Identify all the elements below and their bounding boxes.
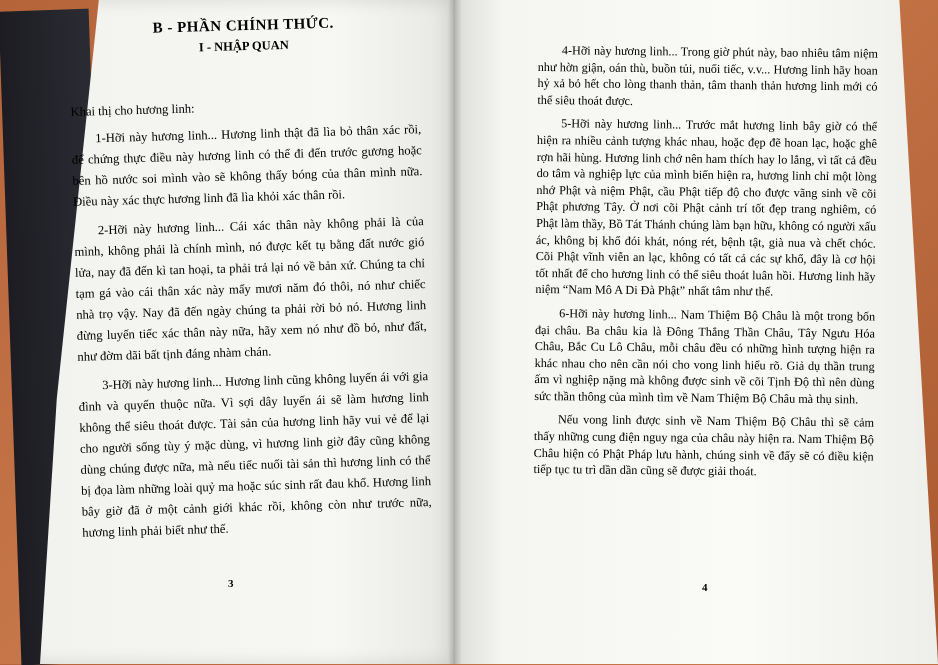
paragraph-2: 2-Hỡi này hương linh... Cái xác thân này không phải là của mình, không phải là chính mình, nó được kết tụ bằng đất nước gió lửa, nay đã đến kì tan hoại, ta phải trả lại nó về bản xứ. Chúng ta chỉ tạm gá vào cái thân xác này mấy mươi năm đó thôi, nó như chiếc nhà trọ vậy. Nay đã đến ngày chúng ta phải rời bỏ nó. Hương linh đừng luyến tiếc xác thân này nữa, hãy xem nó như đồ bỏ, như đất, như đờm dãi bất tịnh đáng nhàm chán. [74,214,427,364]
section-heading: B - PHẦN CHÍNH THỨC. [152,15,335,37]
book-gutter [448,0,462,664]
right-page-text [533,42,878,488]
left-page-text [68,10,433,552]
paragraph-1: 1-Hỡi này hương linh... Hương linh thật đã lìa bỏ thân xác rồi, để chứng thực điều này hương linh có thể đi đến trước gương hoặc bên hồ nước soi mình vào sẽ không thấy bóng của thân mình nữa. Điều này xác thực hương linh đã lìa khỏi xác thân rồi. [71,122,423,209]
paragraph-6: 6-Hỡi này hương linh... Nam Thiệm Bộ Châu là một trong bốn đại châu. Ba châu kia là Đông Thắng Thần Châu, Tây Ngưu Hóa Châu, Bắc Cu Lô Châu, mỗi châu đều có những hình tượng hiện ra khác nhau cho nên cần nói cho vong linh hiểu rõ. Giả dụ thần trung ấm vì nghiệp nặng mà không được sinh về cõi Tịnh Độ thì nên dùng sức thần thông của mình tìm về Nam Thiệm Bộ Châu mà thụ sinh. [534,306,876,407]
paragraph-3: 3-Hỡi này hương linh... Hương linh cũng không luyến ái với gia đình và quyến thuộc nữa. Vì sợi dây luyến ái sẽ làm hương linh không thể siêu thoát được. Tài sản của hương linh hãy vui vẻ để lại cho người sống tùy ý mặc dùng, vì hương linh giờ đây cũng không dùng chúng được nữa, mà nếu tiếc nuối tài sản thì hương linh có thể bị đọa làm những loài quỷ ma hoặc súc sinh rất đau khổ. Hương linh bây giờ đã ở một cảnh giới khác rồi, không còn như trước nữa, hương linh phải biết như thế. [78,369,432,540]
section-subheading: I - NHẬP QUAN [198,37,289,55]
intro-line: Khai thị cho hương linh: [70,101,195,119]
page-number-left: 3 [228,578,234,590]
paragraph-7: Nếu vong linh được sinh về Nam Thiệm Bộ Châu thì sẽ cảm thấy những cung điện nguy nga của châu này hiện ra. Nam Thiệm Bộ Châu hiện có Phật Pháp lưu hành, chúng sinh về đấy sẽ có điều kiện tiếp tục tu trì dần dần cũng sẽ được giải thoát. [533,412,875,479]
page-number-right: 4 [702,582,708,594]
paragraph-5: 5-Hỡi này hương linh... Trước mắt hương linh bây giờ có thể hiện ra nhiều cảnh tượng khác nhau, hoặc đẹp đẽ hoan lạc, hoặc ghê rợn hãi hùng. Hương linh chớ nên ham thích hay lo lắng, vì tất cả đều do tâm và nghiệp lực của mình biến hiện ra, hương linh chỉ một lòng nhớ Phật và niệm Phật, cầu Phật tiếp độ cho được vãng sinh về cõi Phật phương Tây. Ở nơi cõi Phật cảnh trí tốt đẹp trang nghiêm, có Phật làm thầy, Bồ Tát Thánh chúng làm bạn hữu, không có người xấu ác, không bị khổ đói khát, nóng rét, bệnh tật, già nua và chết chóc. Cõi Phật vĩnh viễn an lạc, không có tất cả các sự khổ, đây là cơ hội tốt nhất để cho hương linh có thể siêu thoát luân hồi. Hương linh hãy niệm “Nam Mô A Di Đà Phật” nhất tâm như thế. [535,116,878,299]
paragraph-4: 4-Hỡi này hương linh... Trong giờ phút này, bao nhiêu tâm niệm như hờn giận, oán thù, buồn tủi, nuối tiếc, v.v... Hương linh hãy hoan hỷ xả bỏ hết cho lòng thanh thản, tâm thanh thản hương linh mới có thể siêu thoát được. [537,43,878,108]
